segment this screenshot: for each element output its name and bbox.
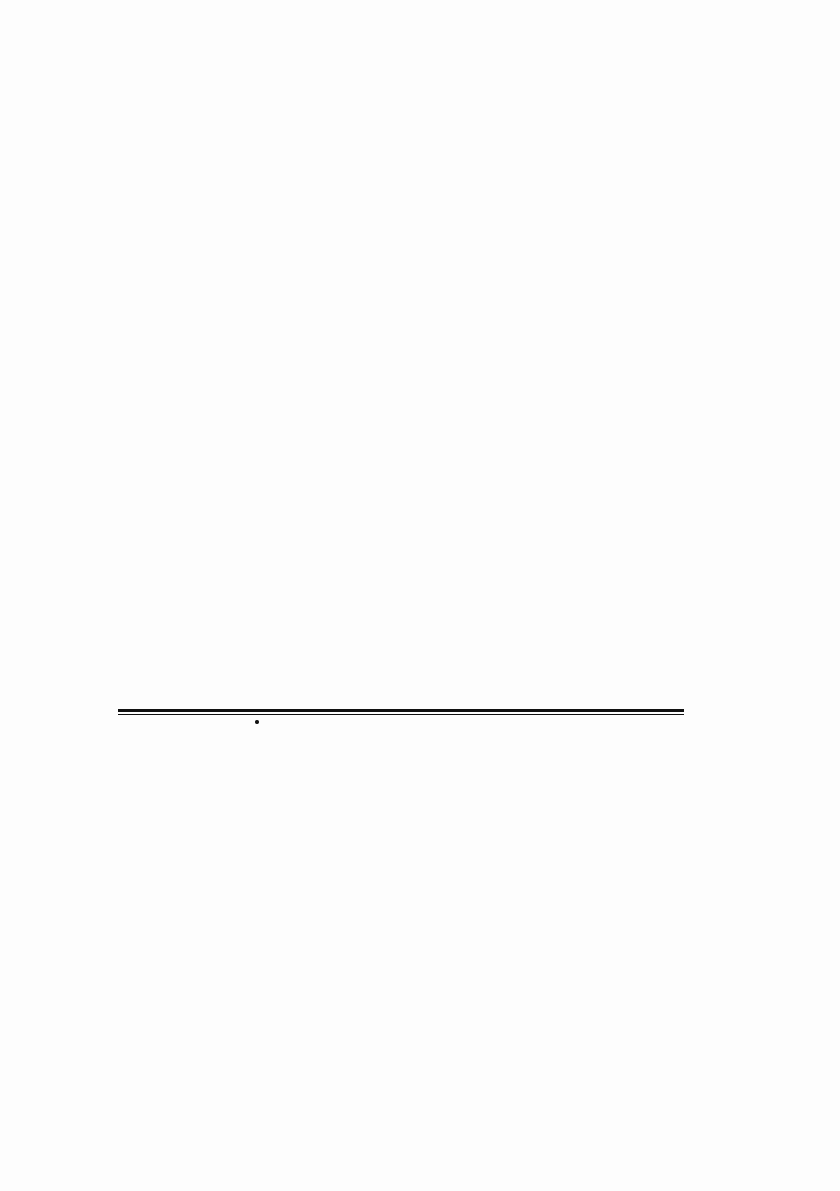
divider-dot: [255, 720, 259, 724]
footnote-divider: [118, 709, 684, 712]
footnote-divider-thin: [118, 714, 684, 715]
